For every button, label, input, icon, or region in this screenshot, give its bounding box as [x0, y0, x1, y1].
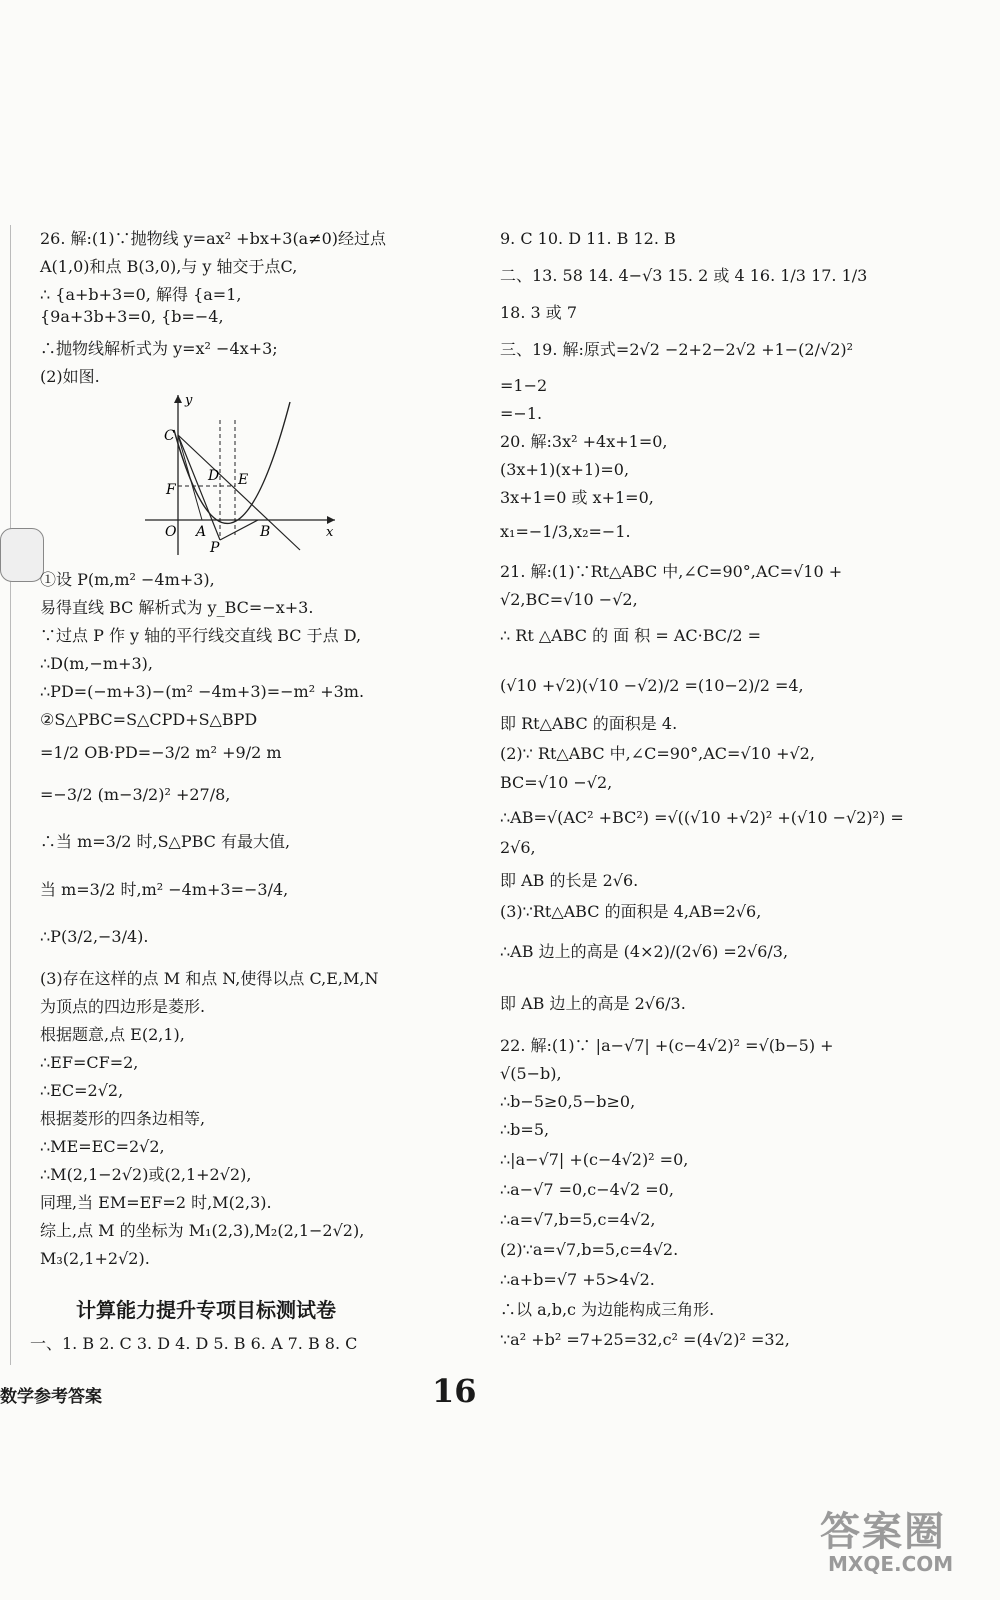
- r-line-6: =−1.: [500, 404, 543, 423]
- footer-label: 数学参考答案: [0, 1387, 102, 1407]
- label-o: O: [165, 524, 177, 540]
- r-line-26: ∴b−5≥0,5−b≥0,: [500, 1092, 636, 1111]
- left-margin-rule: [10, 225, 11, 1365]
- r-line-3: 18. 3 或 7: [500, 303, 578, 322]
- sol-line-13: 为顶点的四边形是菱形.: [40, 997, 206, 1016]
- r-line-4: 三、19. 解:原式=2√2 −2+2−2√2 +1−(2/√2)²: [500, 340, 854, 359]
- sol-line-17: 根据菱形的四条边相等,: [40, 1109, 206, 1128]
- label-f: F: [166, 482, 176, 498]
- r-line-13: ∴ Rt △ABC 的 面 积 = AC·BC/2 =: [500, 626, 762, 645]
- q26-system-1: ∴ {a+b+3=0, 解得 {a=1,: [40, 285, 242, 304]
- r-line-33: ∴以 a,b,c 为边能构成三角形.: [500, 1300, 715, 1319]
- r-line-5: =1−2: [500, 376, 548, 395]
- sol-line-11: ∴P(3/2,−3/4).: [40, 927, 149, 946]
- r-line-31: (2)∵a=√7,b=5,c=4√2.: [500, 1240, 679, 1259]
- q26-line5: ∴抛物线解析式为 y=x² −4x+3;: [40, 339, 278, 358]
- r-line-32: ∴a+b=√7 +5>4√2.: [500, 1270, 655, 1289]
- sol-line-7: =1/2 OB·PD=−3/2 m² +9/2 m: [40, 743, 282, 762]
- r-line-1: 9. C 10. D 11. B 12. B: [500, 229, 676, 248]
- r-line-27: ∴b=5,: [500, 1120, 550, 1139]
- r-line-15: 即 Rt△ABC 的面积是 4.: [500, 714, 678, 733]
- sol-line-22: M₃(2,1+2√2).: [40, 1249, 150, 1268]
- r-line-29: ∴a−√7 =0,c−4√2 =0,: [500, 1180, 674, 1199]
- r-line-30: ∴a=√7,b=5,c=4√2,: [500, 1210, 656, 1229]
- label-a: A: [196, 524, 207, 540]
- sol-line-18: ∴ME=EC=2√2,: [40, 1137, 165, 1156]
- label-e: E: [238, 472, 249, 488]
- r-line-18: ∴AB=√(AC² +BC²) =√((√10 +√2)² +(√10 −√2)²) =: [500, 808, 904, 827]
- sol-line-5: ∴PD=(−m+3)−(m² −4m+3)=−m² +3m.: [40, 682, 365, 701]
- sol-line-21: 综上,点 M 的坐标为 M₁(2,3),M₂(2,1−2√2),: [40, 1221, 365, 1240]
- label-y: y: [185, 393, 193, 408]
- line-ca: [178, 435, 202, 520]
- label-d: D: [208, 468, 220, 484]
- watermark-title: 答案圈: [820, 1509, 946, 1555]
- x-axis-arrow: [327, 516, 335, 524]
- margin-stamp: [0, 528, 44, 582]
- r-line-21: (3)∵Rt△ABC 的面积是 4,AB=2√6,: [500, 902, 762, 921]
- sol-line-6: ②S△PBC=S△CPD+S△BPD: [40, 710, 258, 729]
- sol-line-4: ∴D(m,−m+3),: [40, 654, 153, 673]
- sol-line-10: 当 m=3/2 时,m² −4m+3=−3/4,: [40, 880, 289, 899]
- r-line-24: 22. 解:(1)∵ |a−√7| +(c−4√2)² =√(b−5) +: [500, 1036, 834, 1055]
- sol-line-8: =−3/2 (m−3/2)² +27/8,: [40, 785, 231, 804]
- r-line-9: 3x+1=0 或 x+1=0,: [500, 488, 654, 507]
- r-line-20: 即 AB 的长是 2√6.: [500, 871, 639, 890]
- r-line-23: 即 AB 边上的高是 2√6/3.: [500, 994, 686, 1013]
- choice-answers-line: 一、1. B 2. C 3. D 4. D 5. B 6. A 7. B 8. C: [30, 1334, 358, 1353]
- sol-line-19: ∴M(2,1−2√2)或(2,1+2√2),: [40, 1165, 252, 1184]
- label-b: B: [260, 524, 271, 540]
- section-title: 计算能力提升专项目标测试卷: [76, 1298, 336, 1322]
- r-line-17: BC=√10 −√2,: [500, 773, 613, 792]
- sol-line-1: ①设 P(m,m² −4m+3),: [40, 570, 215, 589]
- parabola-figure: [140, 390, 340, 565]
- r-line-10: x₁=−1/3,x₂=−1.: [500, 522, 631, 541]
- sol-line-15: ∴EF=CF=2,: [40, 1053, 139, 1072]
- page-number: 16: [432, 1372, 477, 1410]
- r-line-2: 二、13. 58 14. 4−√3 15. 2 或 4 16. 1/3 17. 1/3: [500, 266, 868, 285]
- r-line-12: √2,BC=√10 −√2,: [500, 590, 638, 609]
- site-watermark: [820, 1500, 980, 1590]
- r-line-25: √(5−b),: [500, 1064, 562, 1083]
- r-line-19: 2√6,: [500, 838, 536, 857]
- r-line-16: (2)∵ Rt△ABC 中,∠C=90°,AC=√10 +√2,: [500, 744, 815, 763]
- label-c: C: [164, 428, 175, 444]
- watermark-domain: MXQE.COM: [828, 1552, 954, 1576]
- q26-line6: (2)如图.: [40, 367, 100, 386]
- r-line-14: (√10 +√2)(√10 −√2)/2 =(10−2)/2 =4,: [500, 676, 804, 695]
- sol-line-14: 根据题意,点 E(2,1),: [40, 1025, 185, 1044]
- y-axis-arrow: [174, 395, 182, 403]
- r-line-34: ∵a² +b² =7+25=32,c² =(4√2)² =32,: [500, 1330, 790, 1349]
- sol-line-9: ∴当 m=3/2 时,S△PBC 有最大值,: [40, 832, 291, 851]
- sol-line-12: (3)存在这样的点 M 和点 N,使得以点 C,E,M,N: [40, 969, 379, 988]
- sol-line-2: 易得直线 BC 解析式为 y_BC=−x+3.: [40, 598, 314, 617]
- parabola-curve: [174, 402, 290, 523]
- r-line-8: (3x+1)(x+1)=0,: [500, 460, 630, 479]
- q26-head: 26. 解:(1)∵抛物线 y=ax² +bx+3(a≠0)经过点: [40, 229, 387, 248]
- r-line-11: 21. 解:(1)∵Rt△ABC 中,∠C=90°,AC=√10 +: [500, 562, 843, 581]
- sol-line-3: ∵过点 P 作 y 轴的平行线交直线 BC 于点 D,: [40, 626, 362, 645]
- r-line-22: ∴AB 边上的高是 (4×2)/(2√6) =2√6/3,: [500, 942, 789, 961]
- r-line-28: ∴|a−√7| +(c−4√2)² =0,: [500, 1150, 689, 1169]
- r-line-7: 20. 解:3x² +4x+1=0,: [500, 432, 668, 451]
- sol-line-16: ∴EC=2√2,: [40, 1081, 124, 1100]
- label-x: x: [326, 525, 334, 540]
- q26-system-2: {9a+3b+3=0, {b=−4,: [40, 307, 224, 326]
- sol-line-20: 同理,当 EM=EF=2 时,M(2,3).: [40, 1193, 272, 1212]
- q26-line2: A(1,0)和点 B(3,0),与 y 轴交于点C,: [40, 257, 298, 276]
- label-p: P: [210, 540, 220, 556]
